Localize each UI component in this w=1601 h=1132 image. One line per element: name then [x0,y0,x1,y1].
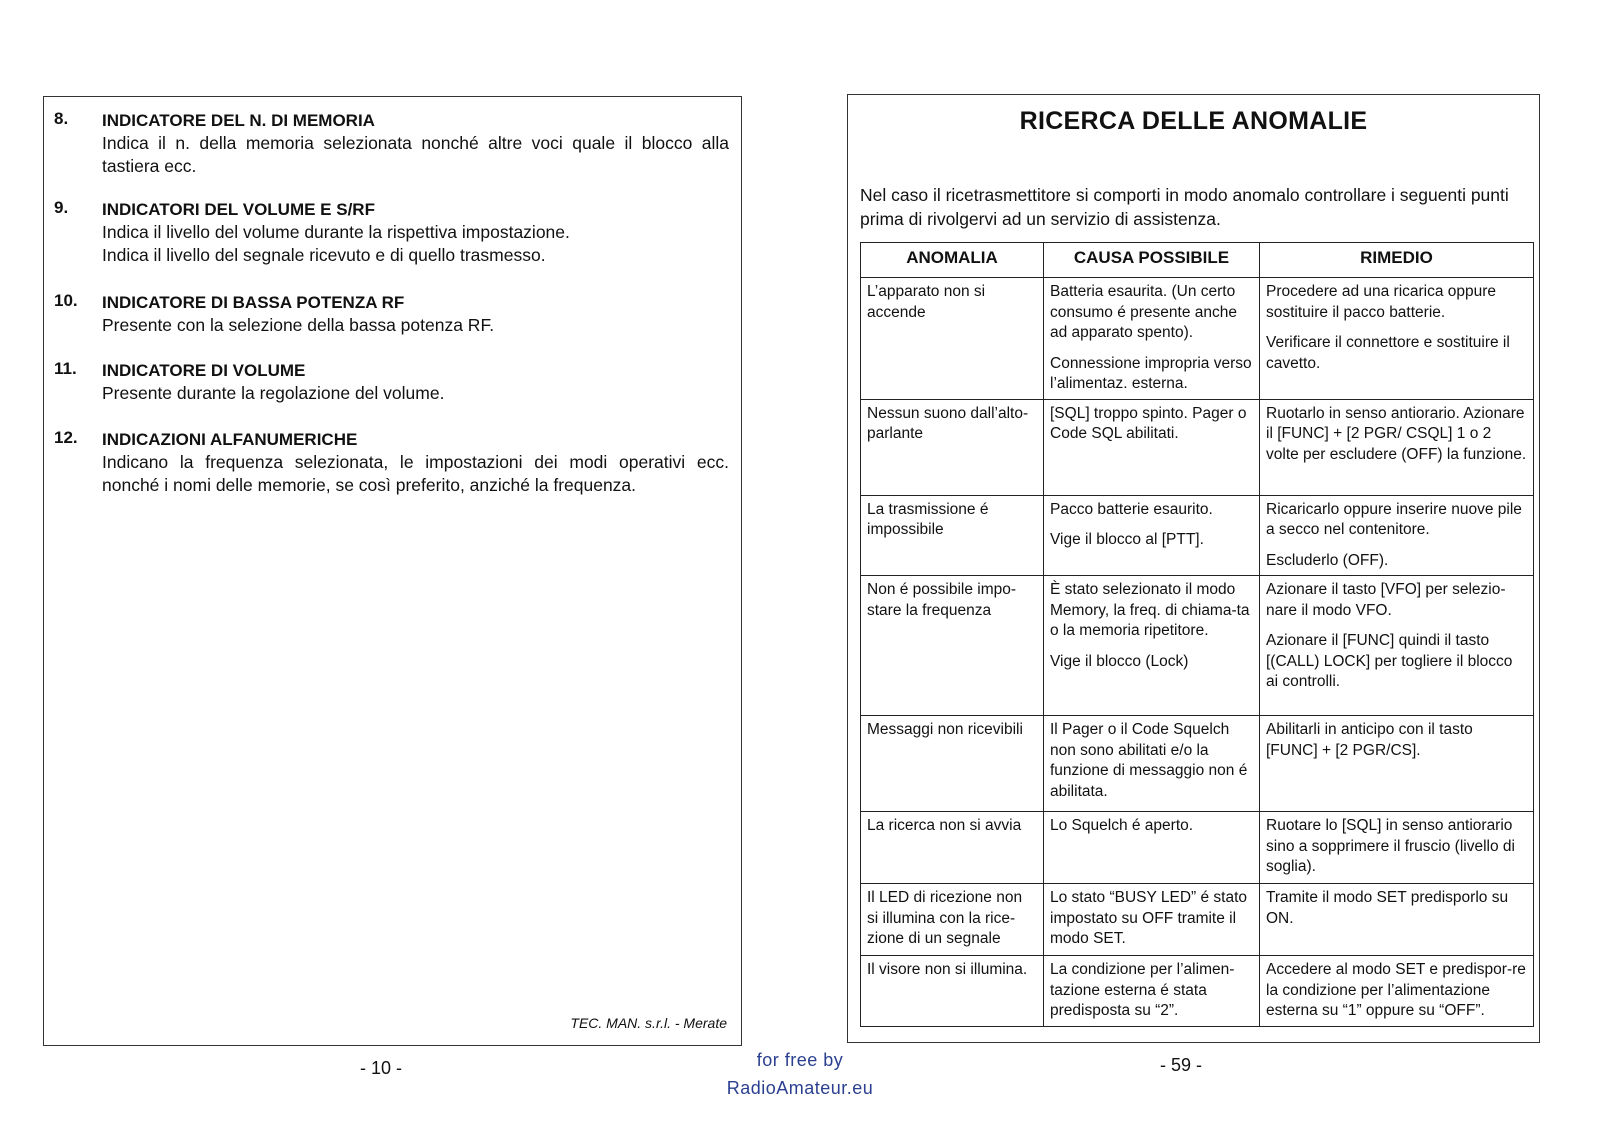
anomaly-cell: Il LED di ricezione non si illumina con la rice-zione di un segnale [861,884,1044,956]
publisher-note: TEC. MAN. s.r.l. - Merate [570,1015,727,1031]
item-9 [54,198,729,267]
table-row [861,716,1534,812]
anomaly-cell: Il visore non si illumina. [861,956,1044,1027]
anomaly-cell: La ricerca non si avvia [861,812,1044,884]
remedy-text: Azionare il [FUNC] quindi il tasto [(CALL) LOCK] per togliere il blocco ai controlli. [1266,632,1513,690]
remedy-cell [1260,716,1534,812]
left-page [43,96,742,1046]
remedy-cell [1260,399,1534,495]
cause-text: Vige il blocco al [PTT]. [1050,531,1204,548]
table-row [861,278,1534,400]
table-row [861,576,1534,716]
cause-cell [1044,716,1260,812]
item-number: 11. [54,359,77,378]
item-heading: INDICAZIONI ALFANUMERICHE [102,430,358,449]
credit-line: for free by [756,1050,844,1070]
cause-text: Connessione impropria verso l’alimentaz. esterna. [1050,354,1252,392]
cause-text: Vige il blocco (Lock) [1050,652,1189,670]
remedy-cell [1260,278,1534,400]
cause-cell [1044,399,1260,495]
cause-text: La condizione per l’alimen-tazione esterna é stata predisposta su “2”. [1050,961,1235,1019]
remedy-text: Escluderlo (OFF). [1266,551,1389,569]
cause-cell [1044,278,1260,400]
item-text: Indica il livello del volume durante la rispettiva impostazione. [102,222,570,242]
page-number-left: - 10 - [360,1058,403,1078]
table-row [861,884,1534,956]
remedy-text: Verificare il connettore e sostituire il cavetto. [1266,334,1510,372]
cause-cell [1044,812,1260,884]
remedy-cell [1260,812,1534,884]
item-text: Presente durante la regolazione del volume. [102,383,445,403]
cause-text: Il Pager o il Code Squelch non sono abilitati e/o la funzione di messaggio non é abilitata. [1050,721,1248,800]
remedy-text: Ruotarlo in senso antiorario. Azionare il [FUNC] + [2 PGR/ CSQL] 1 o 2 volte per escludere (OFF) la funzione. [1266,404,1527,463]
remedy-cell [1260,956,1534,1027]
item-text: Indica il n. della memoria selezionata nonché altre voci quale il blocco alla tastiera ecc. [102,133,729,176]
item-number: 8. [54,109,69,128]
column-header-anomaly: ANOMALIA [861,243,1044,278]
item-number: 12. [54,428,78,447]
item-heading: INDICATORE DI VOLUME [102,361,306,380]
remedy-cell [1260,884,1534,956]
item-number: 10. [54,291,78,310]
remedy-text: Azionare il tasto [VFO] per selezio-nare il modo VFO. [1266,581,1506,619]
remedy-text: Accedere al modo SET e predispor-re la condizione per l’alimentazione esterna su “1” oppure su “OFF”. [1266,961,1526,1019]
table-row [861,399,1534,495]
troubleshooting-table [860,242,1534,1027]
cause-text: Pacco batterie esaurito. [1050,500,1213,518]
table-header-row [861,243,1534,278]
remedy-text: Ruotare lo [SQL] in senso antiorario sino a sopprimere il fruscio (livello di soglia). [1266,817,1515,875]
credit-site: RadioAmateur.eu [726,1078,874,1098]
cause-text: Lo stato “BUSY LED” é stato impostato su OFF tramite il modo SET. [1050,889,1248,947]
cause-text: Batteria esaurita. (Un certo consumo é presente anche ad apparato spento). [1050,283,1237,341]
anomaly-cell: L’apparato non si accende [861,278,1044,400]
cause-text: [SQL] troppo spinto. Pager o Code SQL abilitati. [1050,404,1247,442]
item-12 [54,428,729,497]
intro-text: Nel caso il ricetrasmettitore si comporti in modo anomalo controllare i seguenti punti prima di rivolgervi ad un servizio di assistenza. [860,185,1509,229]
cause-cell [1044,495,1260,576]
item-8 [54,109,729,178]
remedy-cell [1260,576,1534,716]
cause-text: È stato selezionato il modo Memory, la freq. di chiama-ta o la memoria ripetitore. [1050,581,1250,639]
remedy-text: Ricaricarlo oppure inserire nuove pile a secco nel contenitore. [1266,500,1522,538]
table-row [861,812,1534,884]
anomaly-cell: La trasmissione é impossibile [861,495,1044,576]
anomaly-cell: Non é possibile impo-stare la frequenza [861,576,1044,716]
item-heading: INDICATORE DEL N. DI MEMORIA [102,111,375,130]
item-text: Presente con la selezione della bassa potenza RF. [102,315,495,335]
item-text: Indica il livello del segnale ricevuto e di quello trasmesso. [102,245,546,265]
anomaly-cell: Messaggi non ricevibili [861,716,1044,812]
item-heading: INDICATORI DEL VOLUME E S/RF [102,200,375,219]
item-number: 9. [54,198,69,217]
page-title: RICERCA DELLE ANOMALIE [1019,107,1368,135]
cause-cell [1044,576,1260,716]
right-page [847,94,1540,1043]
cause-cell [1044,884,1260,956]
item-text: Indicano la frequenza selezionata, le impostazioni dei modi operativi ecc. nonché i nomi delle memorie, se così preferito, anziché la frequenza. [102,452,729,495]
item-10 [54,291,729,337]
item-heading: INDICATORE DI BASSA POTENZA RF [102,293,405,312]
table-row [861,495,1534,576]
remedy-text: Abilitarli in anticipo con il tasto [FUNC] + [2 PGR/CS]. [1266,721,1473,759]
table-row [861,956,1534,1027]
remedy-text: Tramite il modo SET predisporlo su ON. [1266,889,1509,927]
page-number-right: - 59 - [1160,1055,1203,1075]
cause-text: Lo Squelch é aperto. [1050,817,1194,834]
item-11 [54,359,729,405]
column-header-cause: CAUSA POSSIBILE [1044,243,1260,278]
remedy-text: Procedere ad una ricarica oppure sostituire il pacco batterie. [1266,283,1497,321]
remedy-cell [1260,495,1534,576]
cause-cell [1044,956,1260,1027]
column-header-remedy: RIMEDIO [1260,243,1534,278]
anomaly-cell: Nessun suono dall’alto-parlante [861,399,1044,495]
